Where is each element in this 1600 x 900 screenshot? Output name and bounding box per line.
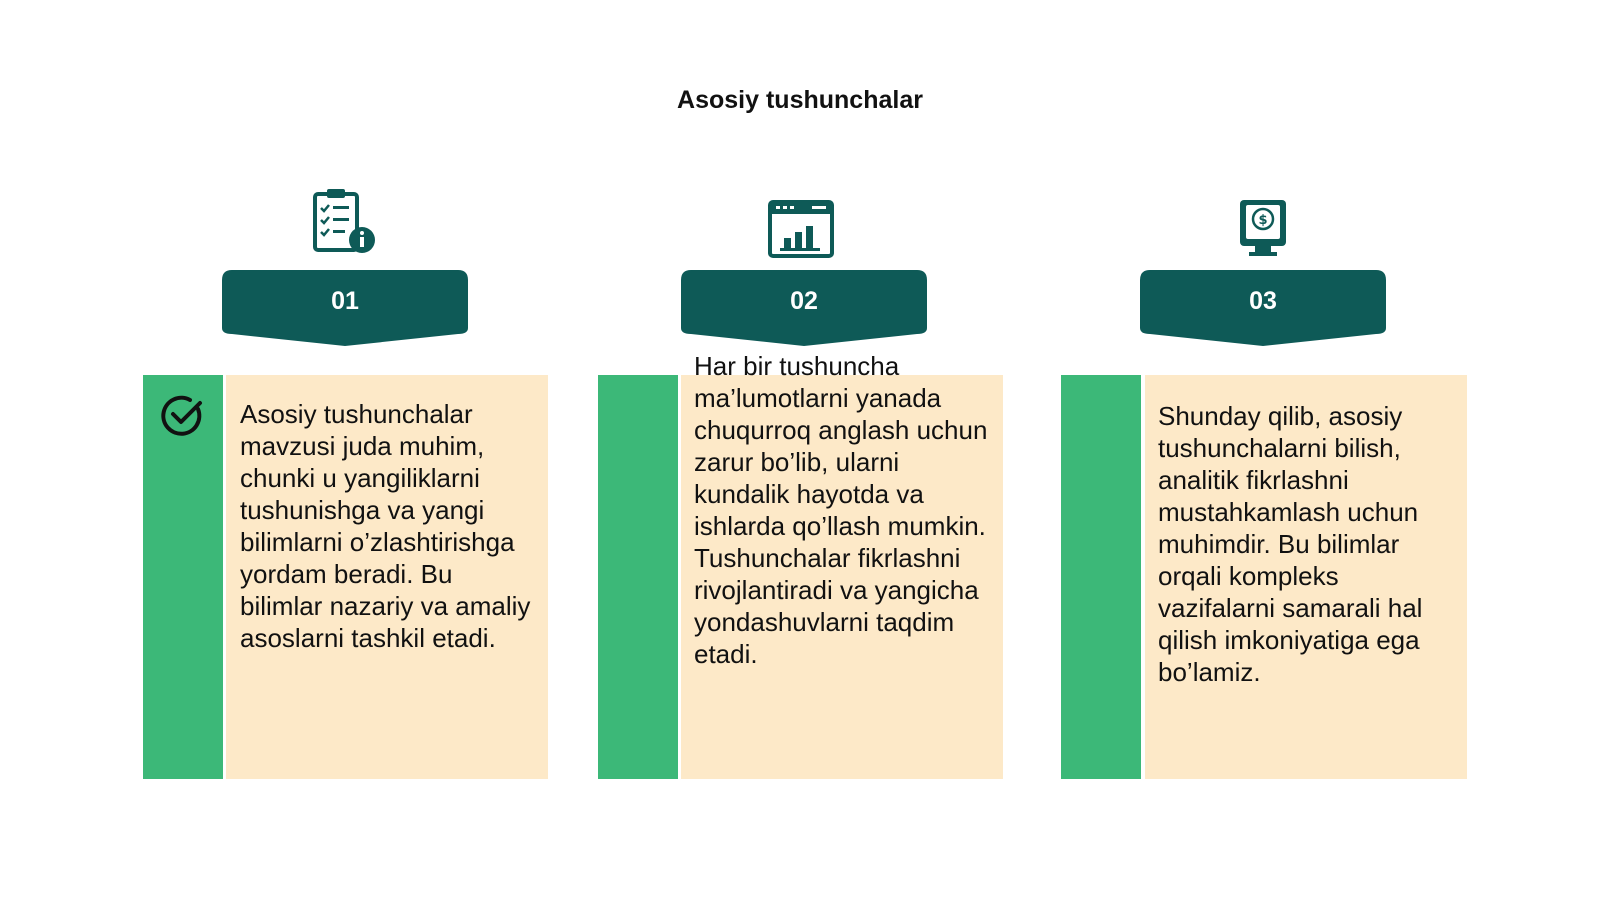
dollar-monitor-icon	[1237, 197, 1289, 259]
column-text: Har bir tushuncha ma’lumotlarni yanada chuqurroq anglash uchun zarur bo’lib, ularni kundalik hayotda va ishlarda qo’llash mumkin. Tushunchalar fikrlashni rivojlantiradi va yangicha yondashuvlarni taqdim etadi.	[694, 351, 988, 669]
accent-stripe	[598, 375, 678, 779]
column-text: Asosiy tushunchalar mavzusi juda muhim, chunki u yangiliklarni tushunishga va yangi bilimlarni o’zlashtirishga yordam beradi. Bu bilimlar nazariy va amaliy asoslarni tashkil etadi.	[240, 399, 531, 653]
step-badge-03	[1140, 270, 1386, 346]
step-badge-02	[681, 270, 927, 346]
step-number: 01	[331, 287, 359, 315]
step-badge-01	[222, 270, 468, 346]
browser-bar-chart-icon	[768, 200, 834, 258]
page-title: Asosiy tushunchalar	[677, 86, 923, 114]
clipboard-checklist-info-icon	[312, 188, 378, 256]
accent-stripe	[1061, 375, 1141, 779]
step-number: 03	[1249, 287, 1277, 315]
column-text: Shunday qilib, asosiy tushunchalarni bilish, analitik fikrlashni mustahkamlash uchun muhimdir. Bu bilimlar orqali kompleks vazifalarni samarali hal qilish imkoniyatiga ega bo’lamiz.	[1158, 401, 1423, 687]
step-number: 02	[790, 287, 818, 315]
checkmark-circle-icon	[160, 392, 206, 443]
svg-text:$: $	[1258, 213, 1268, 228]
